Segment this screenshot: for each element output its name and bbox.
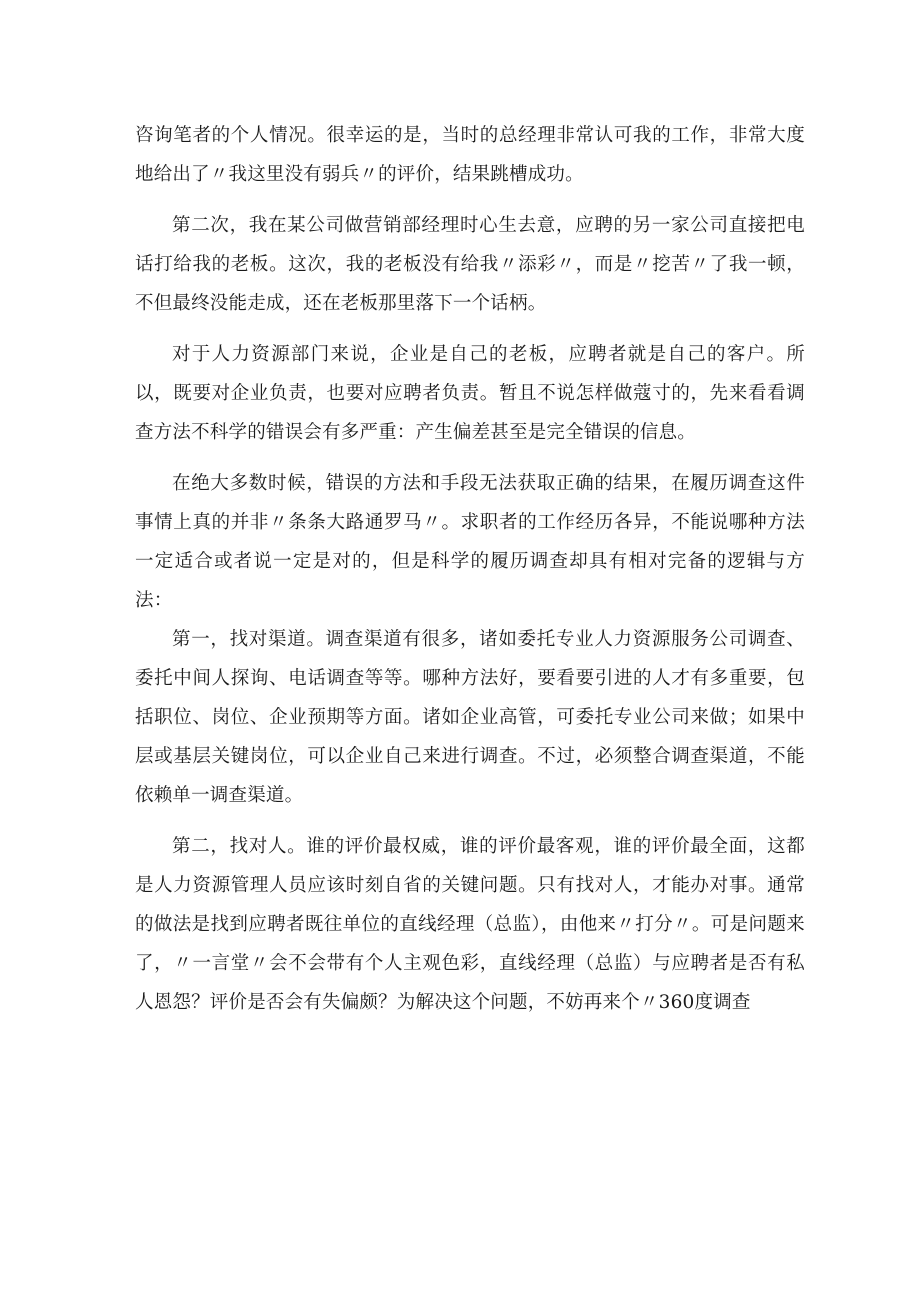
paragraph-1: 咨询笔者的个人情况。很幸运的是，当时的总经理非常认可我的工作，非常大度地给出了〃我这里没有弱兵〃的评价，结果跳槽成功。 — [135, 125, 805, 185]
paragraph-3: 对于人力资源部门来说，企业是自己的老板，应聘者就是自己的客户。所以，既要对企业负责，也要对应聘者负责。暂且不说怎样做蔻寸的，先来看看调查方法不科学的错误会有多严重：产生偏差甚至是完全错误的信息。 — [135, 344, 805, 443]
paragraph-4: 在绝大多数时候，错误的方法和手段无法获取正确的结果，在履历调查这件事情上真的并非〃条条大路通罗马〃。求职者的工作经历各异，不能说哪种方法一定适合或者说一定是对的，但是科学的履历调查却具有相对完备的逻辑与方法： — [135, 473, 805, 611]
document-body — [135, 116, 805, 1022]
paragraph-5: 第一，找对渠道。调查渠道有很多，诸如委托专业人力资源服务公司调查、委托中间人探询、电话调查等等。哪种方法好，要看要引进的人才有多重要，包括职位、岗位、企业预期等方面。诸如企业高管，可委托专业公司来做；如果中层或基层关键岗位，可以企业自己来进行调查。不过，必须整合调查渠道，不能依赖单一调查渠道。 — [135, 629, 805, 806]
paragraph-2: 第二次，我在某公司做营销部经理时心生去意，应聘的另一家公司直接把电话打给我的老板。这次，我的老板没有给我〃添彩〃，而是〃挖苦〃了我一顿，不但最终没能走成，还在老板那里落下一个话柄。 — [135, 215, 805, 314]
paragraph-6: 第二，找对人。谁的评价最权威，谁的评价最客观，谁的评价最全面，这都是人力资源管理人员应该时刻自省的关键问题。只有找对人，才能办对事。通常的做法是找到应聘者既往单位的直线经理（总监），由他来〃打分〃。可是问题来了，〃一言堂〃会不会带有个人主观色彩，直线经理（总监）与应聘者是否有私人恩怨？评价是否会有失偏颇？为解决这个问题，不妨再来个〃360度调查 — [135, 836, 805, 1013]
